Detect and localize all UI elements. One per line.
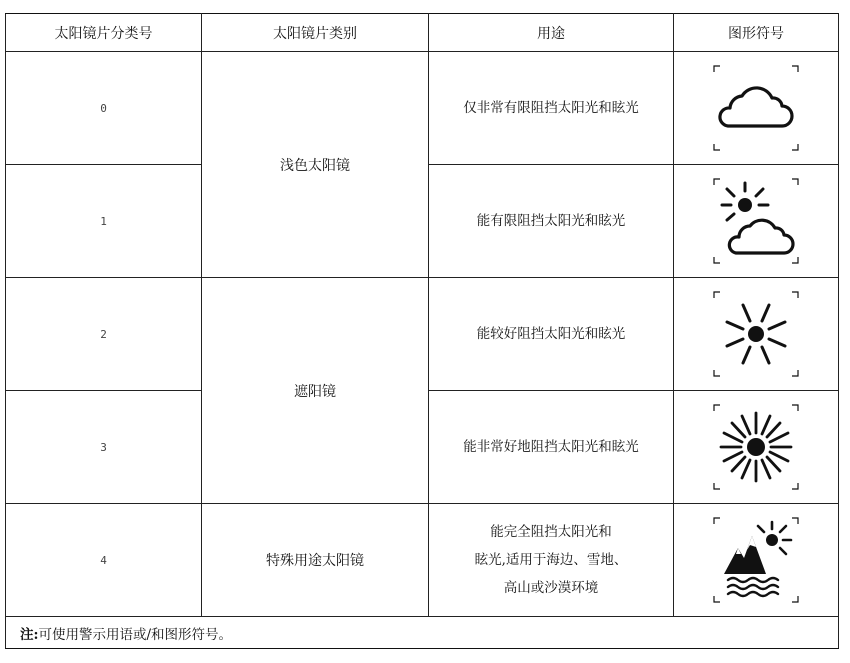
- table-row: [6, 52, 839, 165]
- usage-cell: [429, 504, 674, 617]
- header-class-number: 太阳镜片分类号: [6, 14, 202, 52]
- symbol-cell: [674, 391, 839, 504]
- symbol-cell: [674, 278, 839, 391]
- class-number-cell: 0: [6, 52, 202, 165]
- symbol-cell: [674, 165, 839, 278]
- table-note: [6, 617, 839, 649]
- usage-line: 能较好阻挡太阳光和眩光: [476, 326, 626, 342]
- symbol-cell: [674, 504, 839, 617]
- usage-line: 能非常好地阻挡太阳光和眩光: [463, 439, 639, 455]
- note-text: 可使用警示用语或/和图形符号。: [38, 626, 233, 643]
- header-usage: 用途: [429, 14, 674, 52]
- header-category: 太阳镜片类别: [202, 14, 429, 52]
- table-row: [6, 278, 839, 391]
- usage-cell: [429, 52, 674, 165]
- class-number-cell: 1: [6, 165, 202, 278]
- category-cell-special: 特殊用途太阳镜: [202, 504, 429, 617]
- sun-behind-cloud-icon: [710, 175, 802, 267]
- usage-line: 仅非常有限阻挡太阳光和眩光: [463, 100, 639, 116]
- note-label: 注:: [20, 626, 39, 643]
- class-number-cell: 3: [6, 391, 202, 504]
- category-cell-light-tint: 浅色太阳镜: [202, 52, 429, 278]
- usage-line: 眩光,适用于海边、雪地、: [474, 552, 628, 568]
- usage-line: 能有限阻挡太阳光和眩光: [476, 213, 626, 229]
- category-cell-sunshade: 遮阳镜: [202, 278, 429, 504]
- table-row: [6, 504, 839, 617]
- usage-cell: [429, 278, 674, 391]
- table-header-row: [6, 14, 839, 52]
- usage-cell: [429, 391, 674, 504]
- symbol-cell: [674, 52, 839, 165]
- usage-cell: [429, 165, 674, 278]
- strong-sun-icon: [710, 401, 802, 493]
- sun-icon: [710, 288, 802, 380]
- class-number-cell: 2: [6, 278, 202, 391]
- cloud-icon: [710, 62, 802, 154]
- usage-line: 高山或沙漠环境: [503, 580, 599, 596]
- class-number-cell: 4: [6, 504, 202, 617]
- sunglass-classification-table: [5, 13, 839, 649]
- header-symbol: 图形符号: [674, 14, 839, 52]
- table-note-row: [6, 617, 839, 649]
- usage-line: 能完全阻挡太阳光和: [490, 524, 612, 540]
- mountain-sun-water-icon: [710, 514, 802, 606]
